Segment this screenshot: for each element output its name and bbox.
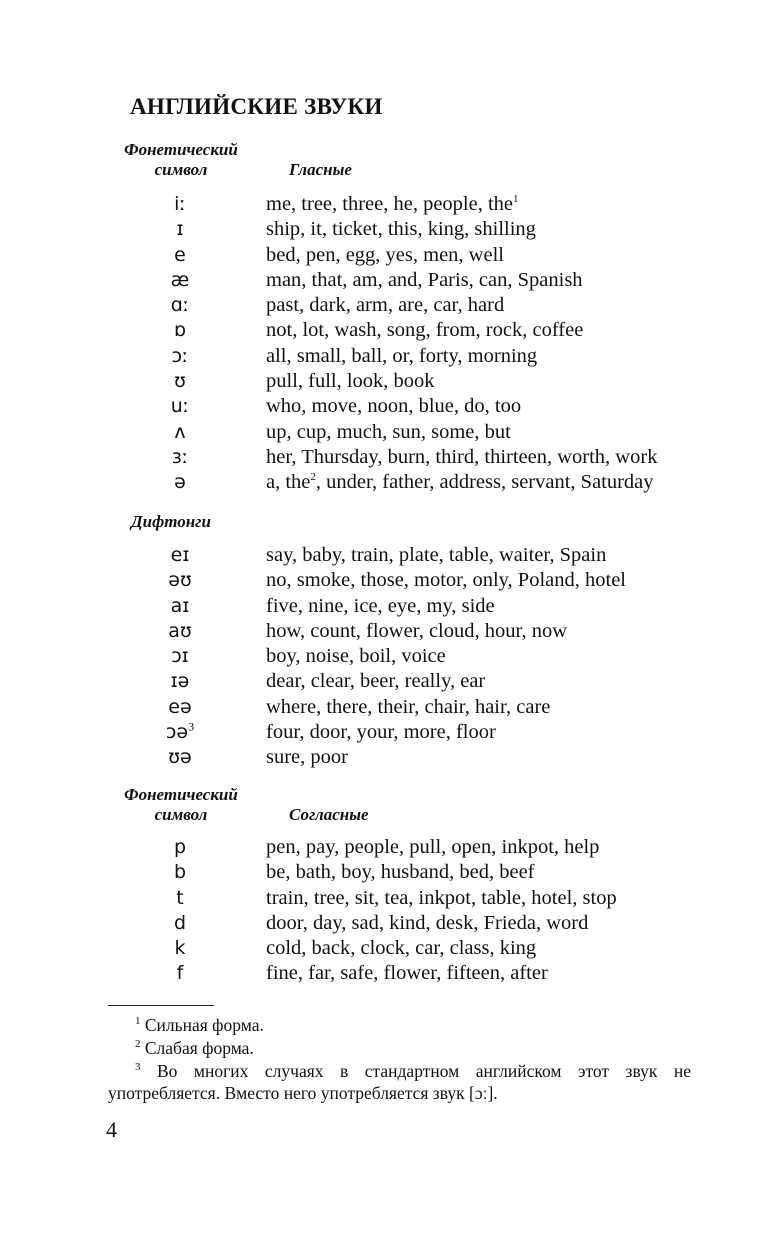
phonetic-symbol: p [173,836,187,858]
example-words: no, smoke, those, motor, only, Poland, hotel [266,569,626,592]
example-words: four, door, your, more, floor [266,721,496,744]
sound-row [0,669,768,694]
example-words: up, cup, much, sun, some, but [266,420,511,443]
sound-row [0,243,768,268]
phonetic-symbol: ɔɪ [171,645,189,668]
page-number: 4 [106,1117,117,1142]
example-words: me, tree, three, he, people, the$^1$ [266,193,519,215]
phonetic-symbol: æ [170,268,190,291]
example-words: where, there, their, chair, hair, care [266,695,551,718]
footnote-ref: 2 [310,471,316,484]
phonetic-symbol: e [174,243,186,266]
example-words: say, baby, train, plate, table, waiter, Spain [266,544,607,566]
phonetic-symbol: uː [170,395,190,418]
example-words: how, count, flower, cloud, hour, now [266,619,568,642]
phonetic-symbol: f [176,962,184,985]
phonetic-symbol: ɜː [171,445,189,468]
vowels-column-header: Гласные [289,160,352,179]
phonetic-symbol: ʌ [174,420,186,443]
consonants-column-header: Согласные [289,805,369,824]
page-title: АНГЛИЙСКИЕ ЗВУКИ [130,94,383,119]
consonants-symbol-header: Фонетический символ [124,785,238,824]
sound-row [0,644,768,669]
example-words: pull, full, look, book [266,370,435,393]
sound-row [0,695,768,720]
sound-row [0,568,768,593]
sound-row [0,961,768,986]
example-words: bed, pen, egg, yes, men, well [266,243,504,266]
phonetic-symbol: ɔː [171,344,189,367]
vowels-symbol-header: Фонетический символ [124,140,238,179]
example-words: man, that, am, and, Paris, can, Spanish [266,268,583,291]
sound-row [0,192,768,217]
example-words: all, small, ball, or, forty, morning [266,344,538,367]
example-words: dear, clear, beer, really, ear [266,670,486,693]
phonetic-symbol: ɒ [173,319,187,342]
example-words: past, dark, arm, are, car, hard [266,294,505,317]
sound-row [0,619,768,644]
sound-row [0,268,768,293]
phonetic-symbol: ɪ [176,218,184,241]
phonetic-symbol: d [173,911,187,934]
sound-row [0,445,768,470]
footnote-3: $^3$ Во многих случаях в стандартном английском этот звук не употребляется. Вместо него употребляется звук [ɔː]. [108,1061,692,1103]
sound-row [0,344,768,369]
example-words: train, tree, sit, tea, inkpot, table, hotel, stop [266,886,617,909]
example-words: five, nine, ice, eye, my, side [266,594,495,617]
phonetic-symbol: ɑː [170,294,190,317]
example-words: door, day, sad, kind, desk, Frieda, word [266,911,589,934]
phonetic-symbol: ɪə [170,670,190,693]
example-words: fine, far, safe, flower, fifteen, after [266,962,548,985]
phonetic-symbol: ʊ [174,370,186,393]
phonetic-symbol: əʊ [168,569,192,592]
phonetic-symbol: ə [174,471,186,494]
sound-row [0,911,768,936]
footnote-1: $^1$ Сильная форма. [135,1015,264,1035]
phonetic-symbol: k [174,937,186,960]
phonetic-symbol: iː [174,193,186,215]
sound-row [0,394,768,419]
phonetic-symbol: b [173,861,187,884]
sound-row [0,318,768,343]
phonetic-symbol: eə [168,695,192,718]
example-words: pen, pay, people, pull, open, inkpot, help [266,836,600,858]
diphthongs-header: Дифтонги [131,512,211,531]
example-words: sure, poor [266,746,348,769]
example-words: cold, back, clock, car, class, king [266,937,537,960]
example-words: boy, noise, boil, voice [266,645,446,668]
example-words: a, the$^2$, under, father, address, servant, Saturday [266,471,654,494]
phonetic-symbol: aʊ [168,619,192,642]
sound-row [0,860,768,885]
phonetic-symbol: t [176,886,184,909]
footnote-ref: 1 [513,193,519,206]
footnote-2: $^2$ Слабая форма. [135,1038,254,1058]
example-words: who, move, noon, blue, do, too [266,395,522,418]
phonetic-symbol: ɔə$^3$ [165,719,195,744]
phonetic-symbol: eɪ [170,544,190,566]
sound-row [0,886,768,911]
phonetic-symbol: ʊə [168,746,192,769]
sound-row [0,720,768,745]
sound-row [0,470,768,495]
consonants-list [0,835,768,987]
sound-row [0,594,768,619]
sound-row [0,293,768,318]
sound-row [0,369,768,394]
footnote-divider [108,1005,214,1006]
diphthongs-list [0,543,768,771]
footnote-ref: 3 [188,719,195,734]
sound-row [0,835,768,860]
example-words: be, bath, boy, husband, bed, beef [266,861,535,884]
vowels-list [0,192,768,496]
example-words: ship, it, ticket, this, king, shilling [266,218,536,241]
example-words: her, Thursday, burn, third, thirteen, worth, work [266,445,658,468]
sound-row [0,936,768,961]
sound-row [0,745,768,770]
phonetic-symbol: aɪ [170,594,190,617]
sound-row [0,217,768,242]
sound-row [0,420,768,445]
example-words: not, lot, wash, song, from, rock, coffee [266,319,584,342]
sound-row [0,543,768,568]
